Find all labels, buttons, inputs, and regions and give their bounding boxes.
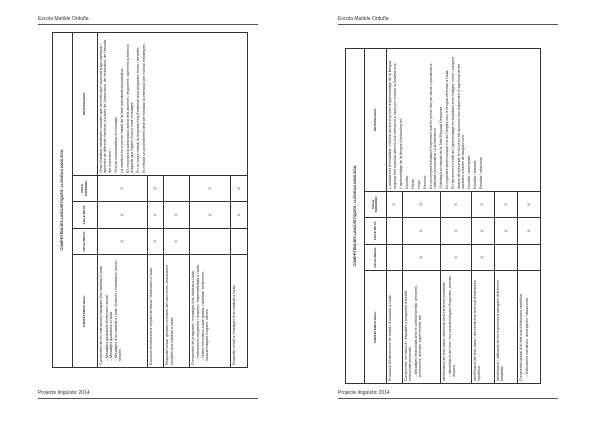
competence-list <box>196 257 209 365</box>
competence-item: – Missatges quotidians a l'aula <box>109 257 113 361</box>
competence-text: Identificació del lèxic bàsic relacional amb els temes treballats. <box>441 281 446 381</box>
col-metodologia: METODOLOGIA <box>364 49 386 192</box>
cycle-mark: X <box>402 191 440 217</box>
methodology-text: És important la participació activa dels alumnes, responent i aprenent la selecció d'aquells que ingaen mica a mica missatges. <box>125 44 135 173</box>
competence-item: – Identificació del nom i les característiques d'objectes, animals, accions. <box>448 273 457 377</box>
methodology-text: La repetició és el primer estadi de la fase reproductiva/productiva. <box>119 67 124 173</box>
cycle-mark: X <box>402 218 440 244</box>
table-title: COMPETÈNCIES LINGÜÍSTIQUES: LLENGUA ANGLESA <box>53 33 73 368</box>
col-cicle-superior: CICLE SUPERIOR <box>73 175 97 201</box>
cycle-mark: X <box>387 191 402 217</box>
cycle-mark <box>231 228 248 254</box>
methodology-cell <box>97 33 247 176</box>
competence-text: Comprensió, formació d'i respostes a preguntes d'àmbits relacionats personals. <box>403 290 412 381</box>
cycle-mark: X <box>440 218 471 244</box>
competence-cell <box>231 254 248 367</box>
competence-item: – Missatges quotidians d'intercanvi social <box>105 257 109 361</box>
cycle-mark: X <box>494 191 517 217</box>
competence-text: Comprensió de les instruccions bàsiques d'us habitual a l'aula. <box>98 265 103 365</box>
methodology-text: En un segon estadi la resposta s'ha d'elaborar amb preguntes breus i senzilles. <box>136 46 141 173</box>
cycle-mark <box>189 228 231 254</box>
methodology-text: Escoltar <box>404 175 409 189</box>
competence-item: – Instruccions complexes i àmplies i responsabilitats a l'aula. <box>196 257 200 361</box>
methodology-text: Parlar <box>410 179 415 189</box>
footer-rule <box>38 398 258 399</box>
methodology-text: Escoltar i relacionar <box>479 157 484 189</box>
cycle-mark: X <box>440 191 471 217</box>
cycle-mark: X <box>189 175 231 201</box>
col-cicle-inicial: CICLE INICIAL <box>364 244 386 270</box>
methodology-text: Escoltar i assenyalar <box>467 155 472 189</box>
competence-text: Identificació i utilització de les expressions bàsiques dels temes treballats. <box>495 279 505 381</box>
methodology-text: L'oralitat s'ha d'emfatitzar i millorar durant el procés d'aprenentatge de la llengua anglesa fent especial atenció a la interacció a l'aula per millorar la fluïdesa oral. <box>388 60 397 189</box>
competence-text: Resposta verbal, gestual o a través del canvi a les instruccions senzilles d'us habitual a l'aula. <box>165 264 174 365</box>
methodology-text: S'ha de contextualitzar el missatge. <box>113 116 118 173</box>
cycle-mark: X <box>147 202 164 228</box>
page-right <box>300 0 600 424</box>
methodology-text: El mètode un procediment ideal per treballar la interacció per millorar estratègies. <box>142 43 147 173</box>
competence-item: – Missatges d'us habitual a l'aula, d'interès i motivadors, breus i senzills. <box>114 257 123 361</box>
cycle-mark: X <box>471 191 494 217</box>
cycle-mark: X <box>97 175 147 201</box>
page-footer: Projecte lingüístic 2014 <box>338 390 390 396</box>
competence-cell <box>97 254 147 367</box>
cycle-mark: X <box>164 202 189 228</box>
footer-rule <box>338 398 558 399</box>
competence-list <box>525 273 529 381</box>
table-title: COMPETÈNCIES LINGÜÍSTIQUES: LLENGUA ANGLESA <box>346 49 365 384</box>
cycle-mark <box>517 244 540 270</box>
methodology-text: S'han d'utilitzar estratègies variades que permetin que l'alumnat pugui participar i aprendre de diferents maneres: a través de l'observació, de l'entonació, de l'escolta, del moviment... <box>98 39 112 173</box>
cycle-mark: X <box>517 218 540 244</box>
cycle-mark: X <box>402 244 440 270</box>
cycle-mark: X <box>189 202 231 228</box>
cycle-mark: X <box>494 218 517 244</box>
table-row <box>97 33 147 368</box>
cycle-mark: X <box>97 202 147 228</box>
competence-cell <box>440 270 471 383</box>
competence-cell <box>387 270 402 383</box>
page-header: Escola Matilde Orduña <box>38 16 89 22</box>
cycle-mark: X <box>231 175 248 201</box>
competence-cell <box>189 254 231 367</box>
competence-cell <box>471 270 494 383</box>
competence-item: – Estructures narratives, descriptives i situacional. <box>525 273 529 377</box>
col-cicle-superior: CICLE SUPERIOR <box>364 191 386 217</box>
competence-item: – Missatges relacionats amb el context familiar, persones, professions, animals, supermercat, etc. <box>414 273 423 377</box>
competence-cell <box>517 270 540 383</box>
methodology-text: Abans de presentar el nou lèxic els alumnes han d'aprendre el significat de les paraules a través de tasques com: <box>456 63 466 189</box>
methodology-text: S'utilitzarà el mètode de la Total Physical Response. <box>438 105 443 189</box>
competence-list <box>105 257 123 365</box>
methodology-text: És important desenvolupar l'ús de l'anglès com a llengua vehicular a l'aula. <box>444 69 449 189</box>
cycle-mark <box>387 244 402 270</box>
page-footer: Projecte lingüístic 2014 <box>38 390 90 396</box>
col-gral: COMPETÈNCIA GRAL. <box>73 254 97 367</box>
col-cicle-mitja: CICLE MITJÀ <box>73 202 97 228</box>
competence-text: Producció d'instruccions de treball i d'actuació a l'aula. <box>388 294 393 381</box>
competence-text: Comprensió de preguntes i missatges d'us habitual a l'aula. <box>190 270 195 365</box>
cycle-mark: X <box>440 244 471 270</box>
competence-item: – Textos informatius sobre gustos, habilitats, sentiments, característiques físiques, rutines. <box>201 257 210 361</box>
cycle-mark <box>164 175 189 201</box>
col-gral: COMPETÈNCIA GRAL. <box>364 270 386 383</box>
header-rule <box>338 24 558 25</box>
cycle-mark: X <box>471 244 494 270</box>
methodology-text: Es començarà treballant l'expressió oral en primer lloc per donar importància a l'activitat comunicativa i a la interacció. <box>428 63 437 189</box>
col-metodologia: METODOLOGIA <box>73 33 97 176</box>
competence-text: Resposta verbal a missatges d'us habitual a l'aula. <box>232 284 237 365</box>
table-row <box>387 49 402 384</box>
page-header: Escola Matilde Orduña <box>338 16 389 22</box>
competence-text: Identificació del lèxic bàsic i del sentit d'un text oral d'estructura repetitiva. <box>472 280 482 381</box>
col-cicle-inicial: CICLE INICIAL <box>73 228 97 254</box>
competence-cell <box>147 254 164 367</box>
cycle-mark: X <box>147 228 164 254</box>
col-cicle-mitja: CICLE MITJÀ <box>364 218 386 244</box>
competence-cell <box>164 254 189 367</box>
methodology-text: Escriure <box>422 175 427 189</box>
methodology-text: En els primers nivells de l'aprenentatge es treballarà amb imatges, rimes i cançons. <box>450 55 455 189</box>
header-rule <box>38 24 258 25</box>
competence-table-right <box>345 48 600 381</box>
cycle-mark: X <box>231 202 248 228</box>
cycle-mark: X <box>164 228 189 254</box>
cycle-mark: X <box>147 175 164 201</box>
competence-list <box>414 273 423 381</box>
methodology-text: Llegir <box>416 179 421 189</box>
competence-text: Execució d'instruccions simples de tasca i d'activació a l'aula. <box>148 267 153 365</box>
cycle-mark: X <box>517 191 540 217</box>
methodology-text: Escoltar i dibuixar <box>473 160 478 189</box>
cycle-mark: X <box>97 228 147 254</box>
cycle-mark <box>494 244 517 270</box>
competence-cell <box>494 270 517 383</box>
methodology-cell <box>387 49 541 192</box>
competence-list <box>448 273 457 381</box>
cycle-mark: X <box>471 218 494 244</box>
cycle-mark <box>387 218 402 244</box>
methodology-text: L'aprenentatge de la llengua s'estructura en: <box>398 118 403 189</box>
competence-text: Comprensió global d'un text oral d'estructura repetitiva. <box>518 293 523 381</box>
competence-cell <box>402 270 440 383</box>
